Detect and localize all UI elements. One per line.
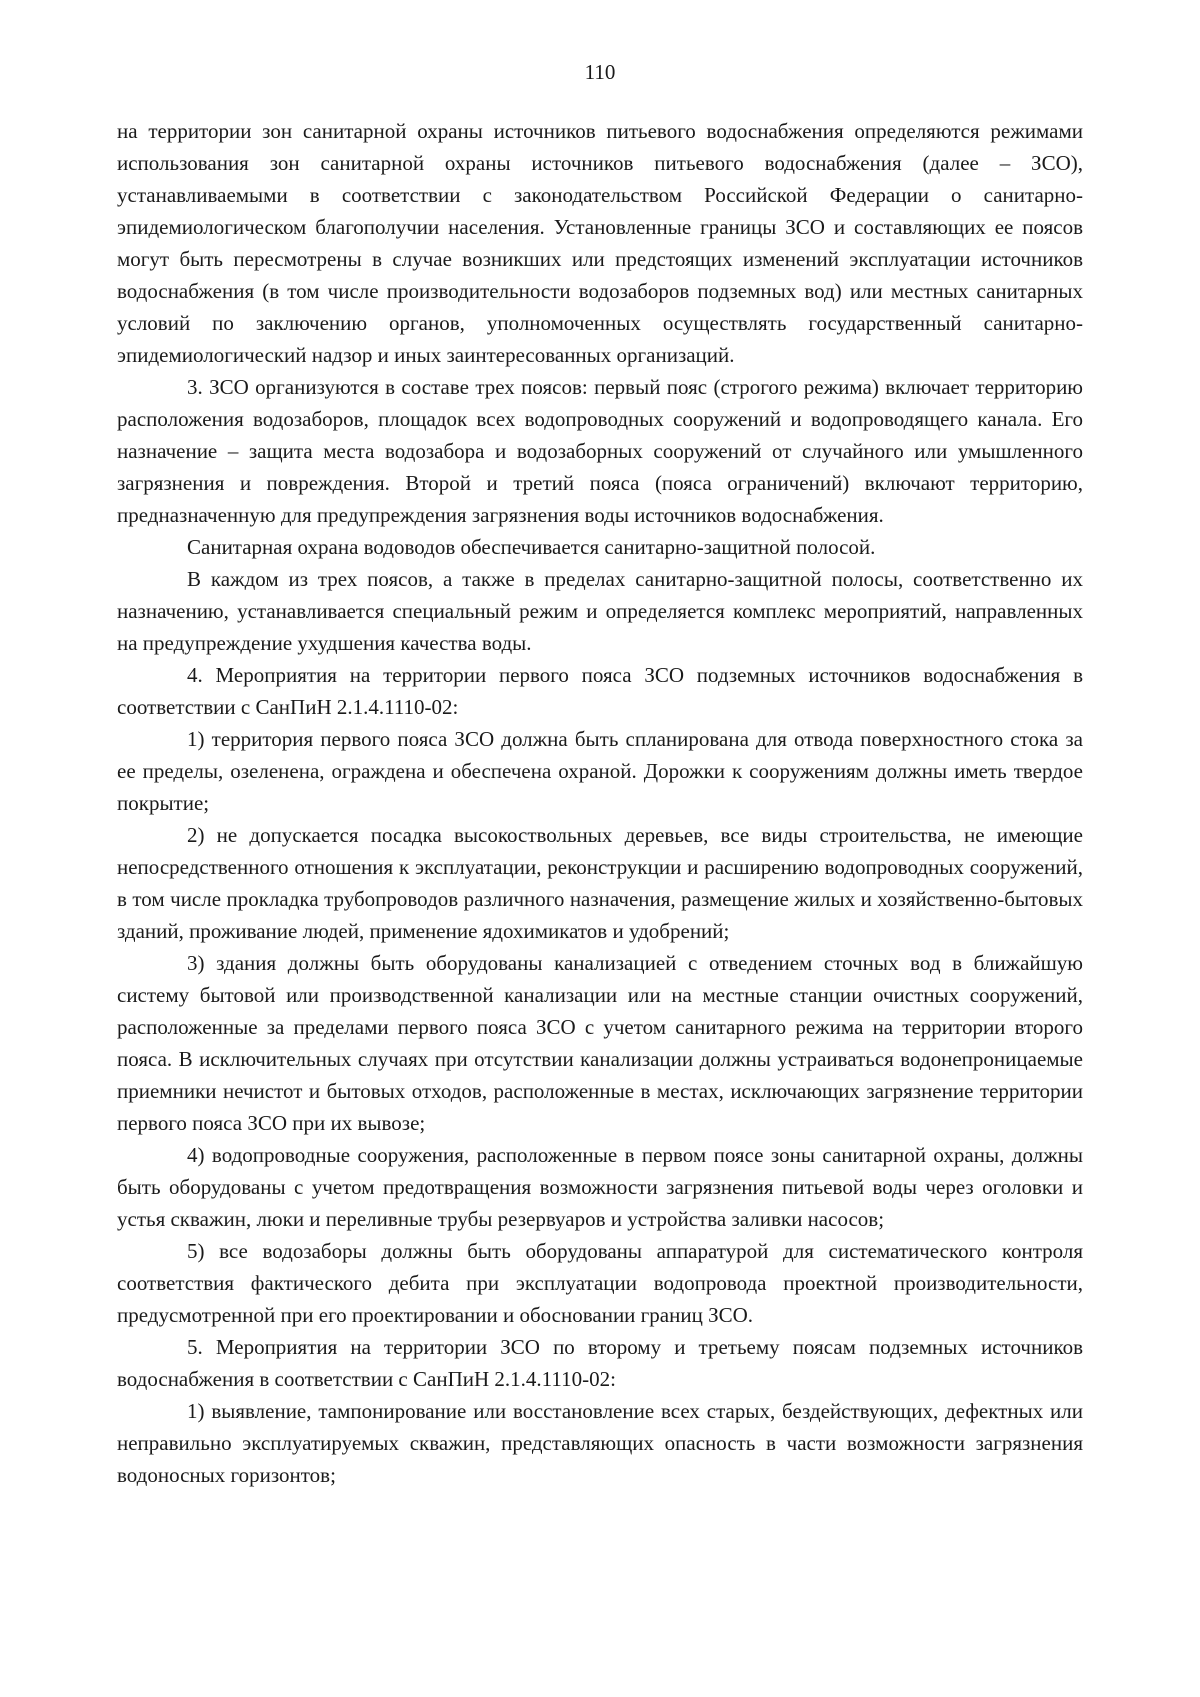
list-item: 3) здания должны быть оборудованы канализацией с отведением сточных вод в ближайшую систему бытовой или производственной канализации или на местные станции очистных сооружений, расположенные за пределами первого пояса ЗСО с учетом санитарного режима на территории второго пояса. В исключительных случаях при отсутствии канализации должны устраиваться водонепроницаемые приемники нечистот и бытовых отходов, расположенные в местах, исключающих загрязнение территории первого пояса ЗСО при их вывозе; — [117, 951, 1083, 1135]
paragraph: на территории зон санитарной охраны источников питьевого водоснабжения определяются режимами использования зон санитарной охраны источников питьевого водоснабжения (далее – ЗСО), устанавливаемыми в соответствии с законодательством Российской Федерации о санитарно-эпидемиологическом благополучии населения. Установленные границы ЗСО и составляющих ее поясов могут быть пересмотрены в случае возникших или предстоящих изменений эксплуатации источников водоснабжения (в том числе производительности водозаборов подземных вод) или местных санитарных условий по заключению органов, уполномоченных осуществлять государственный санитарно-эпидемиологический надзор и иных заинтересованных организаций. — [117, 119, 1083, 367]
page-number: 110 — [584, 60, 616, 84]
list-item: 5) все водозаборы должны быть оборудованы аппаратурой для систематического контроля соответствия фактического дебита при эксплуатации водопровода проектной производительности, предусмотренной при его проектировании и обосновании границ ЗСО. — [117, 1239, 1083, 1327]
paragraph: В каждом из трех поясов, а также в пределах санитарно-защитной полосы, соответственно их назначению, устанавливается специальный режим и определяется комплекс мероприятий, направленных на предупреждение ухудшения качества воды. — [117, 567, 1083, 655]
paragraph: 4. Мероприятия на территории первого пояса ЗСО подземных источников водоснабжения в соответствии с СанПиН 2.1.4.1110-02: — [117, 663, 1083, 719]
paragraph: 3. ЗСО организуются в составе трех поясов: первый пояс (строгого режима) включает территорию расположения водозаборов, площадок всех водопроводных сооружений и водопроводящего канала. Его назначение – защита места водозабора и водозаборных сооружений от случайного или умышленного загрязнения и повреждения. Второй и третий пояса (пояса ограничений) включают территорию, предназначенную для предупреждения загрязнения воды источников водоснабжения. — [117, 375, 1083, 527]
list-item: 1) территория первого пояса ЗСО должна быть спланирована для отвода поверхностного стока за ее пределы, озеленена, ограждена и обеспечена охраной. Дорожки к сооружениям должны иметь твердое покрытие; — [117, 727, 1083, 815]
paragraph: 5. Мероприятия на территории ЗСО по второму и третьему поясам подземных источников водоснабжения в соответствии с СанПиН 2.1.4.1110-02: — [117, 1335, 1083, 1391]
paragraph: Санитарная охрана водоводов обеспечивается санитарно-защитной полосой. — [187, 535, 876, 559]
list-item: 1) выявление, тампонирование или восстановление всех старых, бездействующих, дефектных или неправильно эксплуатируемых скважин, представляющих опасность в части возможности загрязнения водоносных горизонтов; — [117, 1399, 1083, 1487]
document-body — [117, 115, 1083, 1491]
list-item: 4) водопроводные сооружения, расположенные в первом поясе зоны санитарной охраны, должны быть оборудованы с учетом предотвращения возможности загрязнения питьевой воды через оголовки и устья скважин, люки и переливные трубы резервуаров и устройства заливки насосов; — [117, 1143, 1083, 1231]
list-item: 2) не допускается посадка высокоствольных деревьев, все виды строительства, не имеющие непосредственного отношения к эксплуатации, реконструкции и расширению водопроводных сооружений, в том числе прокладка трубопроводов различного назначения, размещение жилых и хозяйственно-бытовых зданий, проживание людей, применение ядохимикатов и удобрений; — [117, 823, 1083, 943]
